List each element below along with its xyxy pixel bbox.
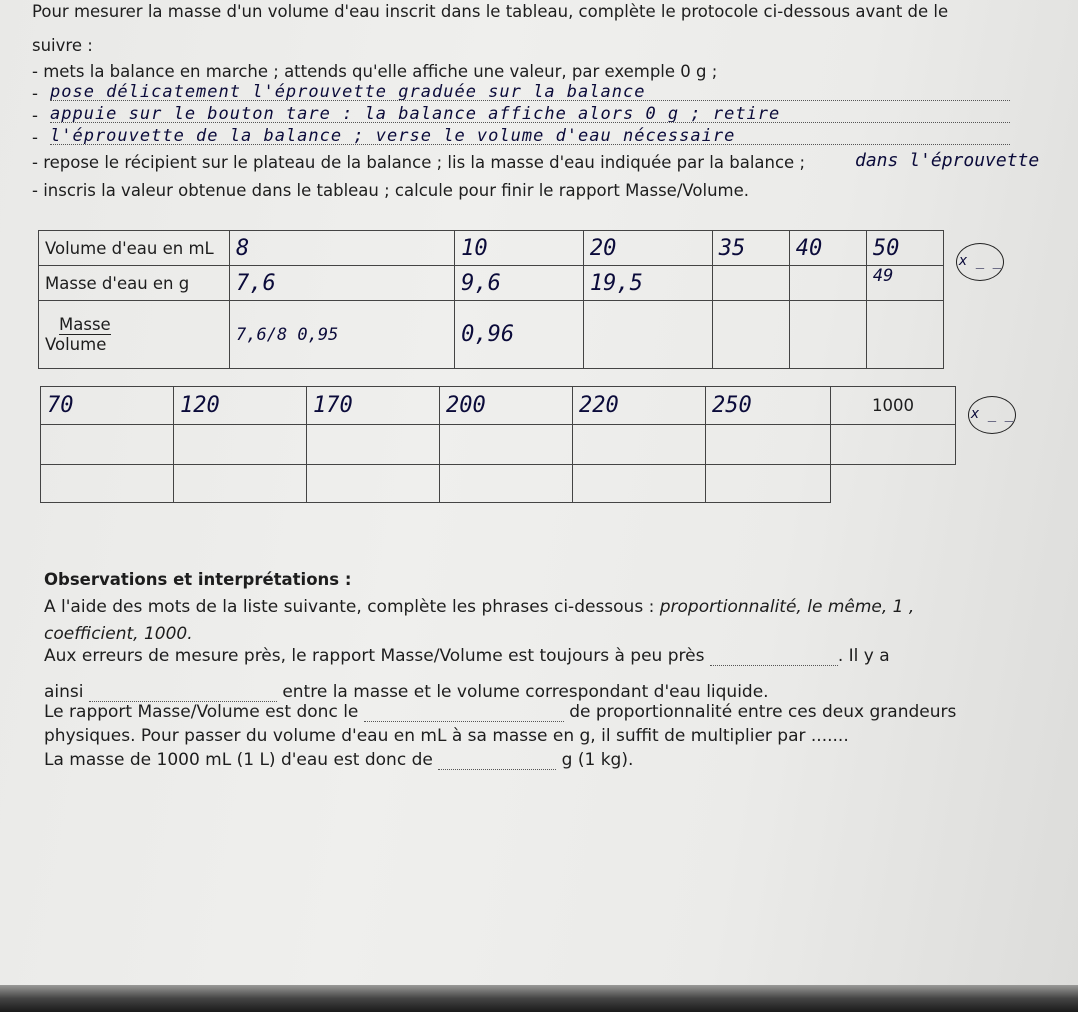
intro-line-1: Pour mesurer la masse d'un volume d'eau inscrit dans le tableau, complète le protocole ci-dessous avant de le xyxy=(32,2,949,21)
intro-line-2: suivre : xyxy=(32,36,93,55)
sentence-coefficient: Le rapport Masse/Volume est donc le de proportionnalité entre ces deux grandeurs xyxy=(44,702,957,722)
volume-cell-1000: 1000 xyxy=(831,387,956,425)
volume-cell: 120 xyxy=(174,387,307,425)
mass-cell: 7,6 xyxy=(230,266,455,301)
ratio-numerator-label: Masse xyxy=(59,315,111,334)
volume-cell: 10 xyxy=(455,231,584,266)
volume-cell: 35 xyxy=(712,231,789,266)
measurements-table xyxy=(38,230,944,369)
ratio-denominator-label: Volume xyxy=(45,335,107,354)
x-placeholder-circle: x _ _ xyxy=(956,243,1004,281)
row-label-mass: Masse d'eau en g xyxy=(39,266,230,301)
table-row-mass-2 xyxy=(41,425,956,465)
volume-cell: 8 xyxy=(230,231,455,266)
volume-cell: 70 xyxy=(41,387,174,425)
volume-cell: 40 xyxy=(789,231,866,266)
blank-field[interactable] xyxy=(364,721,564,722)
instruction-line xyxy=(44,597,914,617)
step-inscris: - inscris la valeur obtenue dans le tableau ; calcule pour finir le rapport Masse/Volume. xyxy=(32,181,750,200)
step-repose: - repose le récipient sur le plateau de la balance ; lis la masse d'eau indiquée par la balance ; xyxy=(32,153,806,172)
handwritten-step-3: l'éprouvette de la balance ; verse le volume d'eau nécessaire xyxy=(50,126,1010,145)
ratio-cell xyxy=(712,301,789,369)
step-dash-3: - xyxy=(32,128,38,147)
blank-field-short[interactable]: ...... xyxy=(810,726,844,746)
mass-cell xyxy=(712,266,789,301)
mass-cell: 49 xyxy=(866,266,943,301)
ratio-cell: 0,96 xyxy=(455,301,584,369)
blank-field[interactable] xyxy=(438,769,556,770)
word-list-2: coefficient, 1000. xyxy=(44,624,193,644)
volume-cell: 220 xyxy=(573,387,706,425)
instruction-text: A l'aide des mots de la liste suivante, complète les phrases ci-dessous : xyxy=(44,597,660,617)
ratio-cell: 7,6/8 0,95 xyxy=(230,301,455,369)
step-dash-2: - xyxy=(32,106,38,125)
ratio-cell xyxy=(789,301,866,369)
sentence-multiplier: physiques. Pour passer du volume d'eau en mL à sa masse en g, il suffit de multiplier par ....... xyxy=(44,726,849,746)
volume-cell: 20 xyxy=(583,231,712,266)
table-row-mass xyxy=(39,266,944,301)
step-dash-1: - xyxy=(32,84,38,103)
handwritten-step-1: pose délicatement l'éprouvette graduée sur la balance xyxy=(50,82,1010,101)
observations-title: Observations et interprétations : xyxy=(44,570,352,589)
volume-cell: 200 xyxy=(440,387,573,425)
word-list: proportionnalité, le même, 1 , xyxy=(659,597,915,617)
ratio-cell xyxy=(583,301,712,369)
word-list-line-2 xyxy=(44,624,193,644)
photo-bottom-edge xyxy=(0,985,1078,1012)
mass-cell: 9,6 xyxy=(455,266,584,301)
table-row-ratio xyxy=(39,301,944,369)
blank-field[interactable] xyxy=(710,665,838,666)
sentence-ainsi: ainsi entre la masse et le volume correspondant d'eau liquide. xyxy=(44,682,769,702)
extension-table xyxy=(40,386,956,503)
handwritten-step-repose: dans l'éprouvette xyxy=(855,150,1040,171)
step-balance: - mets la balance en marche ; attends qu'elle affiche une valeur, par exemple 0 g ; xyxy=(32,62,718,81)
volume-cell: 250 xyxy=(706,387,831,425)
ratio-cell xyxy=(866,301,943,369)
row-label-ratio xyxy=(39,301,230,369)
handwritten-step-2: appuie sur le bouton tare : la balance affiche alors 0 g ; retire xyxy=(50,104,1010,123)
volume-cell: 170 xyxy=(307,387,440,425)
mass-cell xyxy=(789,266,866,301)
row-label-volume: Volume d'eau en mL xyxy=(39,231,230,266)
sentence-masse-1000: La masse de 1000 mL (1 L) d'eau est donc de g (1 kg). xyxy=(44,750,634,770)
mass-cell: 19,5 xyxy=(583,266,712,301)
sentence-rapport: Aux erreurs de mesure près, le rapport Masse/Volume est toujours à peu près . Il y a xyxy=(44,646,890,666)
table-row-volume xyxy=(39,231,944,266)
x-placeholder-circle: x _ _ xyxy=(968,396,1016,434)
table-row-volume-2 xyxy=(41,387,956,425)
table-row-ratio-2 xyxy=(41,465,956,503)
volume-cell: 50 xyxy=(866,231,943,266)
